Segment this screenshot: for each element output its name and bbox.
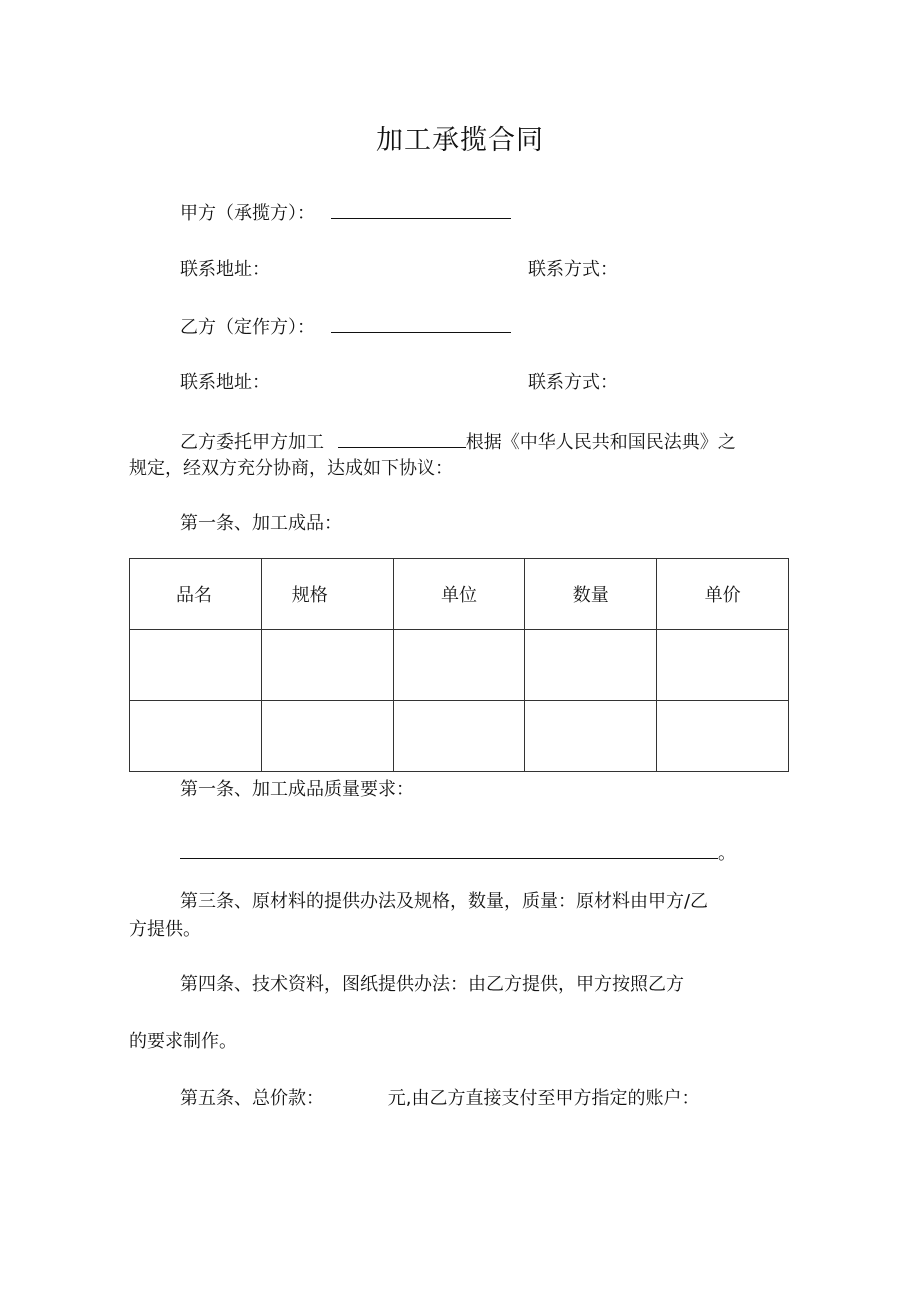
article-2-heading: 第一条、加工成品质量要求： — [180, 779, 414, 800]
products-table — [129, 558, 789, 772]
table-header-cell: 规格 — [261, 559, 393, 630]
quality-requirement-blank[interactable] — [180, 840, 718, 859]
table-cell[interactable] — [130, 630, 262, 701]
party-b-name-blank[interactable] — [331, 314, 511, 333]
intro-line-1 — [180, 429, 736, 455]
party-b-address-label: 联系地址： — [180, 372, 270, 393]
party-b-contact-label: 联系方式： — [528, 372, 618, 393]
article-5-prefix: 第五条、总价款： — [180, 1088, 324, 1109]
article-5-line — [180, 1087, 699, 1111]
table-header-row — [130, 559, 789, 630]
article-3-line-1: 第三条、原材料的提供办法及规格，数量，质量：原材料由甲方/乙 — [180, 891, 709, 912]
article-3-line-2: 方提供。 — [129, 919, 201, 940]
article-1-heading: 第一条、加工成品： — [180, 513, 342, 534]
table-cell[interactable] — [657, 701, 789, 772]
table-cell[interactable] — [657, 630, 789, 701]
intro-line-2: 规定，经双方充分协商，达成如下协议： — [129, 458, 453, 479]
table-cell[interactable] — [130, 701, 262, 772]
party-a-line — [180, 200, 511, 226]
table-cell[interactable] — [525, 630, 657, 701]
table-cell[interactable] — [393, 701, 525, 772]
quality-end-mark: 。 — [718, 843, 736, 864]
party-a-contact-label: 联系方式： — [528, 259, 618, 280]
table-cell[interactable] — [525, 701, 657, 772]
table-header-cell: 数量 — [525, 559, 657, 630]
table-cell[interactable] — [261, 701, 393, 772]
table-cell[interactable] — [261, 630, 393, 701]
article-4-line-1: 第四条、技术资料，图纸提供办法：由乙方提供，甲方按照乙方 — [180, 974, 684, 995]
party-a-address-label: 联系地址： — [180, 259, 270, 280]
document-title: 加工承揽合同 — [376, 125, 544, 156]
party-b-label: 乙方（定作方）： — [180, 317, 315, 338]
intro-suffix: 根据《中华人民共和国民法典》之 — [465, 432, 736, 453]
intro-prefix: 乙方委托甲方加工 — [180, 432, 324, 453]
table-row — [130, 701, 789, 772]
party-a-label: 甲方（承揽方）： — [180, 203, 315, 224]
quality-requirement-line — [180, 840, 736, 866]
article-4-line-2: 的要求制作。 — [129, 1031, 237, 1052]
table-header-cell: 单位 — [393, 559, 525, 630]
table-cell[interactable] — [393, 630, 525, 701]
table-header-cell: 品名 — [130, 559, 262, 630]
processed-item-blank[interactable] — [338, 429, 466, 448]
article-5-suffix: 元,由乙方直接支付至甲方指定的账户： — [387, 1088, 700, 1109]
table-header-cell: 单价 — [657, 559, 789, 630]
table-row — [130, 630, 789, 701]
party-a-name-blank[interactable] — [331, 200, 511, 219]
party-b-line — [180, 314, 511, 340]
